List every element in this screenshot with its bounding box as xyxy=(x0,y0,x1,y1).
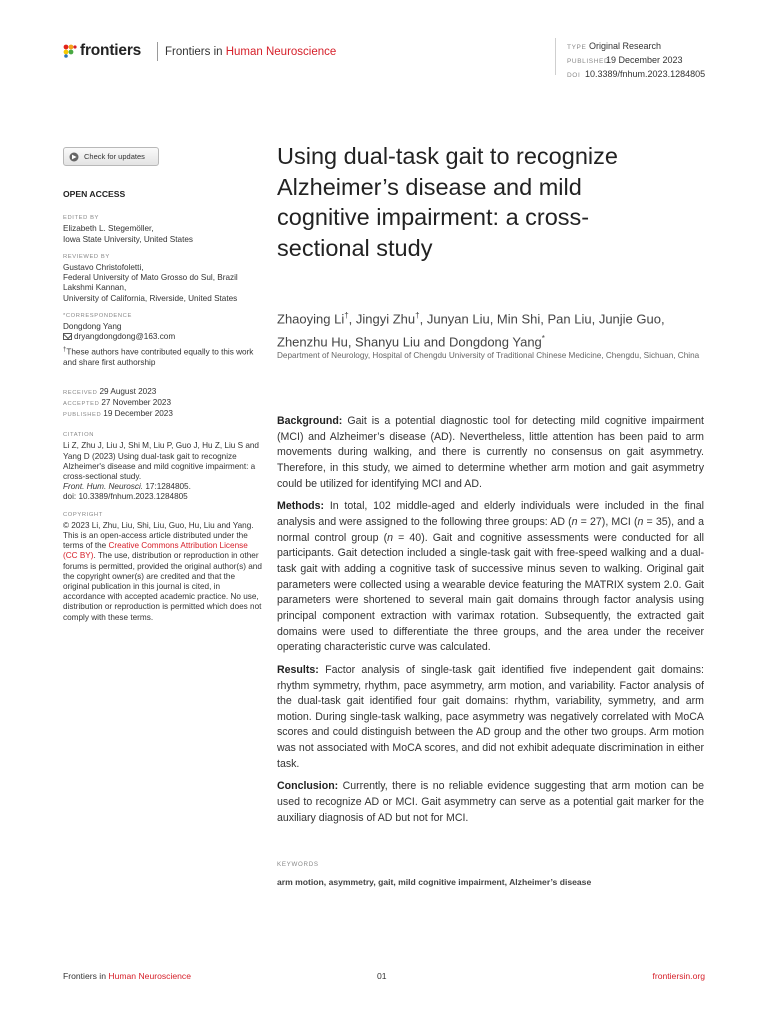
footer-site-link[interactable]: frontiersin.org xyxy=(652,971,705,981)
accepted-date: 27 November 2023 xyxy=(101,397,172,407)
edited-by-heading: EDITED BY xyxy=(63,215,100,222)
reviewed-by-heading: REVIEWED BY xyxy=(63,253,110,260)
copyright-block xyxy=(63,510,263,623)
received-date: 29 August 2023 xyxy=(99,386,157,396)
frontiers-logo[interactable] xyxy=(63,42,141,60)
keywords-heading: KEYWORDS xyxy=(277,861,319,868)
equal-contribution-note: †These authors have contributed equally to this work and share first authorship xyxy=(63,347,254,368)
background-text: Gait is a potential diagnostic tool for detecting mild cognitive impairment (MCI) and Alzheimer’s disease (AD). Nevertheless, little attention has been paid to arm movements during walking, and there is currently no consensus on gait asymmetry. Therefore, in this study, we aimed to determine whether arm motion and gait asymmetry could be utilized for identifying MCI and AD. xyxy=(277,415,704,490)
received-key: RECEIVED xyxy=(63,389,98,396)
conclusion-label: Conclusion: xyxy=(277,780,339,793)
accepted-key: ACCEPTED xyxy=(63,400,100,407)
frontiers-wordmark: frontiers xyxy=(80,42,142,59)
results-text: Factor analysis of single-task gait identified five independent gait domains: rhythm symmetry, rhythm, pace asymmetry, arm motion, and variability. Factor analysis of the dual-task gait identified four gait domains: rhythm, variability, symmetry, and arm motion. During single-task walking, pace asymmetry was negatively correlated with MoCA scores and could distinguish between the AD group and the other two groups. Arm motion was not associated with MoCA scores, and did not exhibit adequate discrimination in either task. xyxy=(277,663,704,770)
citation-journal: Front. Hum. Neurosci. xyxy=(63,482,144,492)
citation-block xyxy=(63,430,263,502)
abstract-background xyxy=(277,414,704,492)
correspondence-email[interactable]: dryangdongdong@163.com xyxy=(74,332,176,342)
published-key-sidebar: PUBLISHED xyxy=(63,411,102,418)
doi-key: DOI xyxy=(567,72,581,79)
results-label: Results: xyxy=(277,663,319,676)
affiliation: Department of Neurology, Hospital of Chengdu University of Traditional Chinese Medicine, Chengdu, Sichuan, China xyxy=(277,351,700,360)
type-key: TYPE xyxy=(567,44,587,51)
published-date: 19 December 2023 xyxy=(103,408,173,418)
copyright-heading: COPYRIGHT xyxy=(63,511,103,518)
citation-heading: CITATION xyxy=(63,432,94,439)
sidebar xyxy=(63,189,263,630)
citation-volume: 17:1284805. xyxy=(143,482,191,492)
footer-journal-prefix: Frontiers in xyxy=(63,971,109,981)
abstract-conclusion xyxy=(277,779,704,826)
footer-journal[interactable] xyxy=(63,971,191,981)
correspondence-block xyxy=(63,311,263,369)
reviewed-by-block xyxy=(63,252,263,304)
methods-label: Methods: xyxy=(277,500,325,513)
abstract xyxy=(277,414,704,833)
doi-value[interactable]: 10.3389/fnhum.2023.1284805 xyxy=(585,69,706,79)
check-for-updates-button[interactable] xyxy=(63,147,159,166)
abstract-methods xyxy=(277,499,704,656)
author-list: Zhaoying Li†, Jingyi Zhu†, Junyan Liu, Min Shi, Pan Liu, Junjie Guo, Zhenzhu Hu, Shanyu Liu and Dongdong Yang* xyxy=(277,311,665,350)
check-updates-label: Check for updates xyxy=(84,152,145,161)
edited-by-block xyxy=(63,213,263,245)
background-label: Background: xyxy=(277,415,343,427)
footer-journal-name: Human Neuroscience xyxy=(108,971,192,981)
correspondence-heading: *CORRESPONDENCE xyxy=(63,312,132,319)
citation-doi[interactable]: doi: 10.3389/fnhum.2023.1284805 xyxy=(63,492,188,502)
keywords-list: arm motion, asymmetry, gait, mild cognitive impairment, Alzheimer’s disease xyxy=(277,877,592,887)
edited-by-text: Elizabeth L. Stegemöller, Iowa State University, United States xyxy=(63,224,193,244)
type-value: Original Research xyxy=(589,41,662,51)
published-key: PUBLISHED xyxy=(567,58,610,65)
published-value: 19 December 2023 xyxy=(606,55,683,65)
open-access-label: OPEN ACCESS xyxy=(63,189,126,199)
equal-contribution-text: These authors have contributed equally to this work and share first authorship xyxy=(63,348,254,368)
header-divider xyxy=(157,42,158,61)
journal-title: Human Neuroscience xyxy=(225,46,337,58)
frontiers-logo-icon xyxy=(63,44,77,58)
methods-text: In total, 102 middle-aged and elderly individuals were included in the final analysis and were assigned to the following three groups: AD (n = 27), MCI (n = 35), and a normal control group (n = 40). Gait and cognitive assessments were conducted for all participants. Gait detection included a single-task gait with free-speed walking and a dual-task gait with adding a cognitive task of successive minus seven to walking. Original gait parameters were collected using a wearable device featuring the MATRIX system 2.0. Gait parameters were shortened to several main gait domains through factor analysis using principal component extraction with varimax rotation. Subsequently, the extracted gait domains were used to differentiate the three groups, and the area under the receiver operating characteristic curve was calculated. xyxy=(277,500,704,654)
copyright-text-2: . The use, distribution or reproduction in other forums is permitted, provided the original author(s) and the copyright owner(s) are credited and that the original publication in this journal is cited, in accordance with accepted academic practice. No use, distribution or reproduction is permitted which does not comply with these terms. xyxy=(63,551,262,622)
journal-name[interactable] xyxy=(165,46,336,58)
copyright-text xyxy=(63,521,263,623)
citation-text xyxy=(63,441,263,502)
reviewed-by-text: Gustavo Christofoletti, Federal University of Mato Grosso do Sul, Brazil Lakshmi Kannan, University of California, Riverside, United States xyxy=(63,263,238,303)
copyright-text-1: © 2023 Li, Zhu, Liu, Shi, Liu, Guo, Hu, Liu and Yang. This is an open-access article distributed under the terms of the xyxy=(63,520,254,551)
dates-block xyxy=(63,387,263,421)
correspondence-email-row[interactable] xyxy=(63,332,263,342)
article-title: Using dual-task gait to recognize Alzheimer’s disease and mild cognitive impairment: a cross-sectional study xyxy=(277,143,618,261)
meta-divider xyxy=(555,38,556,75)
page-number: 01 xyxy=(377,971,387,981)
cc-by-license-link[interactable]: Creative Commons Attribution License (CC BY) xyxy=(63,541,248,561)
mail-icon xyxy=(63,333,72,340)
correspondence-name: Dongdong Yang xyxy=(63,322,122,332)
journal-prefix: Frontiers in xyxy=(165,46,226,58)
check-updates-icon xyxy=(69,152,79,162)
article-meta xyxy=(567,40,705,82)
citation-body: Li Z, Zhu J, Liu J, Shi M, Liu P, Guo J, Hu Z, Liu S and Yang D (2023) Using dual-task gait to recognize Alzheimer's disease and mild cognitive impairment: a cross-sectional study. xyxy=(63,441,259,481)
conclusion-text: Currently, there is no reliable evidence suggesting that arm motion can be used to recognize AD or MCI. Gait asymmetry can serve as a potential gait marker for the auxiliary diagnosis of AD but not for MCI. xyxy=(277,780,704,824)
abstract-results xyxy=(277,663,704,773)
